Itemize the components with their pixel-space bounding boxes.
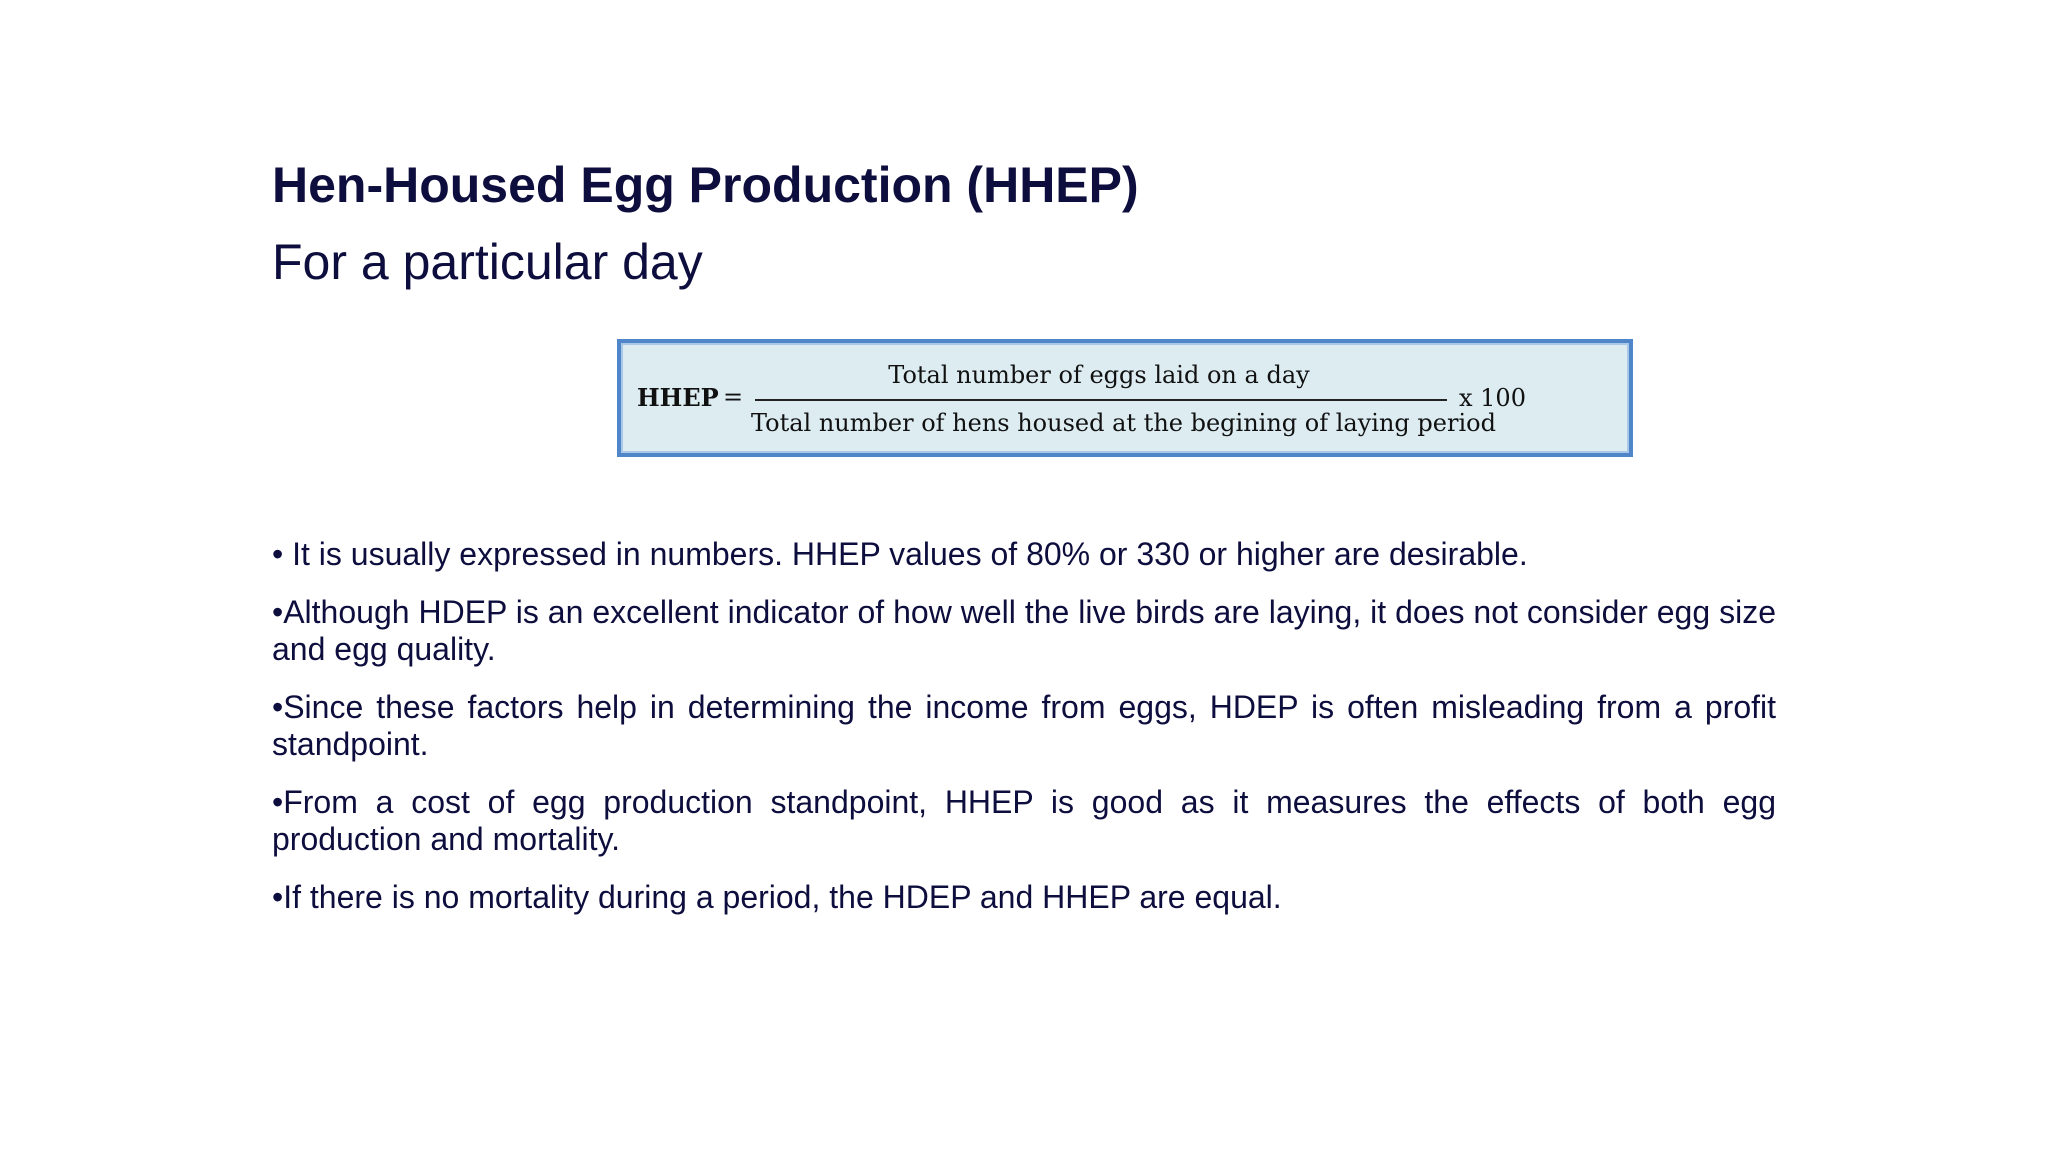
formula-lhs: HHEP [637,383,719,412]
bullet-item: • It is usually expressed in numbers. HHEP values of 80% or 330 or higher are desirable. [272,536,1528,572]
formula-fraction-bar [755,399,1447,401]
bullet-item: •Since these factors help in determining the income from eggs, HDEP is often misleading from a profit standpoint. [272,689,1776,762]
bullet-list [272,536,1776,937]
formula-box [617,339,1633,457]
formula-numerator: Total number of eggs laid on a day [888,361,1310,389]
slide-title: Hen-Housed Egg Production (HHEP) [272,157,1139,213]
slide-subtitle: For a particular day [272,234,703,290]
formula-denominator: Total number of hens housed at the begining of laying period [751,409,1496,437]
formula-multiplier: x 100 [1459,384,1526,412]
formula-equals-sign: = [723,383,744,411]
bullet-item: •From a cost of egg production standpoint, HHEP is good as it measures the effects of both egg production and mortality. [272,784,1776,857]
bullet-item: •Although HDEP is an excellent indicator of how well the live birds are laying, it does not consider egg size and egg quality. [272,594,1776,667]
bullet-item: •If there is no mortality during a period, the HDEP and HHEP are equal. [272,879,1282,915]
